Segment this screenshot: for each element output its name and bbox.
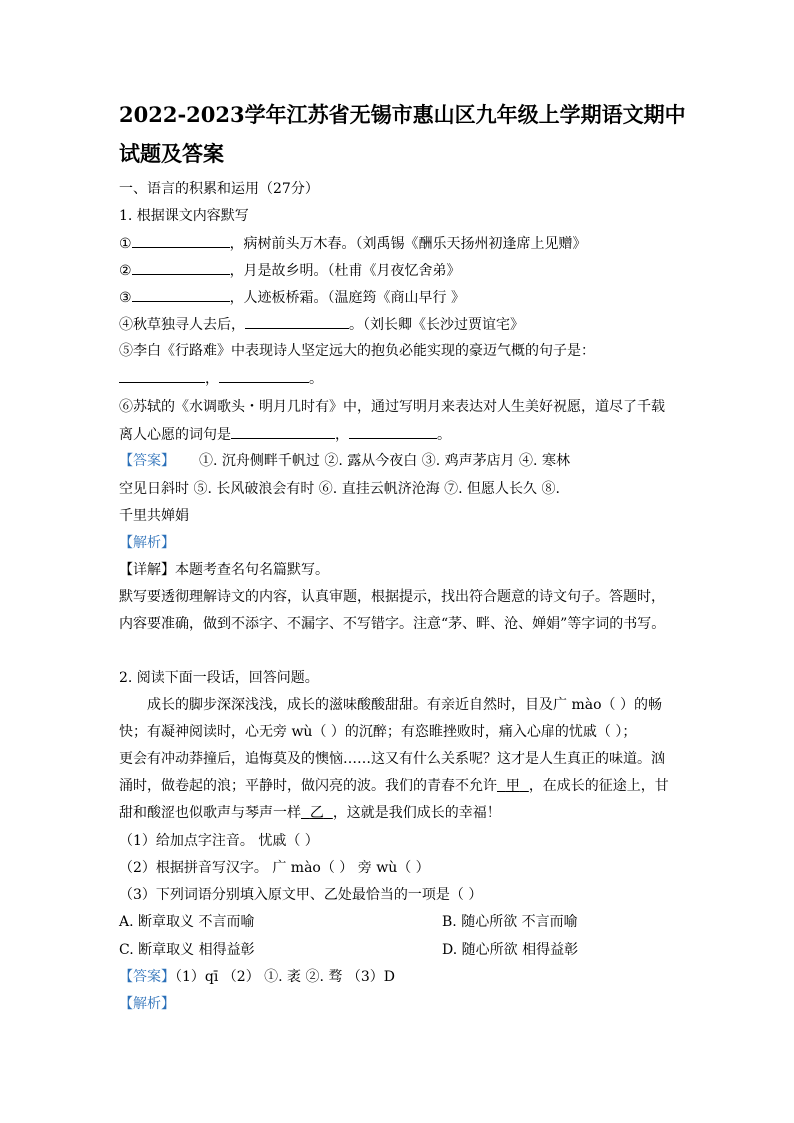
- q1-item6: ⑥苏轼的《水调歌头・明月几时有》中，通过写明月来表达对人生美好祝愿，道尽了千载: [119, 399, 665, 415]
- q1-item4-blank[interactable]: [245, 314, 349, 329]
- q2-sub2: （2）根据拼音写汉字。 广 mào（ ） 旁 wù（ ）: [119, 860, 430, 876]
- q1-item4-b: 。（刘长卿《长沙过贾谊宅》: [349, 317, 524, 333]
- q2-passage-line2: 快；有凝神阅读时，心无旁 wù（ ）的沉醉；有恣睢挫败时，痛入心扉的忧戚（ ）；: [119, 724, 637, 740]
- q1-stem: 1. 根据课文内容默写: [119, 208, 249, 224]
- q1-item3-text: ，人迹板桥霜。（温庭筠《商山早行 》: [229, 290, 466, 306]
- q1-item6-blank1[interactable]: [231, 424, 335, 439]
- q1-item6-line2: [119, 424, 451, 445]
- q1-detail-line2: 默写要透彻理解诗文的内容，认真审题，根据提示，找出符合题意的诗文句子。答题时，: [119, 589, 665, 605]
- q2-passage-line4-a: 涌时，做卷起的浪；平静时，做闪亮的波。我们的青春不允许: [119, 778, 497, 794]
- q1-item3-blank[interactable]: [132, 287, 230, 302]
- q1-item5-blank2[interactable]: [219, 368, 309, 383]
- q1-item2-mark: ②: [119, 263, 132, 279]
- q1-item5: ⑤李白《行路难》中表现诗人坚定远大的抱负必能实现的豪迈气概的句子是：: [119, 343, 595, 359]
- q1-answer-line2: 空见日斜时 ⑤. 长风破浪会有时 ⑥. 直挂云帆济沧海 ⑦. 但愿人长久 ⑧.: [119, 481, 560, 497]
- q1-analysis-label: 【解析】: [119, 535, 175, 551]
- q2-option-b[interactable]: B. 随心所欲 不言而喻: [442, 914, 578, 930]
- q2-passage-line4-b: ，在成长的征途上，甘: [528, 778, 669, 794]
- q2-option-d[interactable]: D. 随心所欲 相得益彰: [442, 942, 579, 958]
- q1-answer-line1: [119, 451, 570, 471]
- answer-label: 【答案】: [119, 453, 175, 469]
- q1-item4-a: ④秋草独寻人去后，: [119, 317, 245, 333]
- section-heading: 一、语言的积累和运用（27分）: [119, 181, 319, 197]
- q2-passage-line4: [119, 776, 669, 796]
- q2-blank-yi: [301, 805, 333, 821]
- q1-item3: [119, 287, 465, 308]
- q1-item2: [119, 260, 461, 281]
- q2-answer-label: 【答案】: [119, 969, 175, 985]
- q1-item6-blank2[interactable]: [349, 424, 437, 439]
- document-title-line2: 试题及答案: [119, 141, 224, 166]
- q1-answer-line3: 千里共婵娟: [119, 508, 189, 524]
- q2-option-c[interactable]: C. 断章取义 相得益彰: [119, 942, 255, 958]
- q2-option-a[interactable]: A. 断章取义 不言而喻: [119, 914, 255, 930]
- q1-item6-b: 离人心愿的词句是: [119, 427, 231, 443]
- q1-detail: 【详解】本题考查名句名篇默写。: [119, 562, 329, 578]
- q2-passage-line5-a: 甜和酸涩也似歌声与琴声一样: [119, 805, 301, 821]
- q1-item5-blank1[interactable]: [119, 368, 205, 383]
- q1-item4: [119, 314, 524, 335]
- q1-item2-blank[interactable]: [132, 260, 230, 275]
- q1-item1-text: ，病树前头万木春。（刘禹锡《酬乐天扬州初逢席上见赠》: [229, 236, 587, 252]
- q2-stem: 2. 阅读下面一段话，回答问题。: [119, 670, 319, 686]
- q1-item5-end: 。: [309, 371, 323, 387]
- q2-answer-text: （1）qī （2） ①. 袤 ②. 骛 （3）D: [175, 969, 395, 985]
- q2-blank-jia: [497, 778, 529, 794]
- q1-item6-end: 。: [437, 427, 451, 443]
- q2-passage-line3: 更会有冲动莽撞后，追悔莫及的懊恼……这又有什么关系呢？这才是人生真正的味道。汹: [119, 751, 665, 767]
- q1-detail-line3: 内容要准确，做到不添字、不漏字、不写错字。注意“茅、畔、沧、婵娟”等字词的书写。: [119, 616, 666, 632]
- q1-item1-mark: ①: [119, 236, 132, 252]
- q2-passage-line5: [119, 803, 501, 823]
- q2-analysis-label: 【解析】: [119, 996, 175, 1012]
- q2-sub1: （1）给加点字注音。 忧戚（ ）: [119, 833, 319, 849]
- q1-item2-text: ，月是故乡明。（杜甫《月夜忆舍弟》: [229, 263, 461, 279]
- q2-blank-jia-label: 甲: [505, 778, 520, 794]
- q2-passage-line1: 成长的脚步深深浅浅，成长的滋味酸酸甜甜。有亲近自然时，目及广 mào（ ）的畅: [147, 697, 662, 713]
- q2-sub3: （3）下列词语分别填入原文甲、乙处最恰当的一项是（ ）: [119, 887, 483, 903]
- q1-item1: [119, 233, 587, 254]
- q1-item5-blanks: [119, 368, 323, 389]
- document-title-line1: 2022-2023学年江苏省无锡市惠山区九年级上学期语文期中: [119, 102, 686, 127]
- q1-item1-blank[interactable]: [132, 233, 230, 248]
- q1-item6-sep: ，: [335, 427, 349, 443]
- q2-passage-line5-b: ，这就是我们成长的幸福！: [332, 805, 501, 821]
- q1-item5-sep: ，: [205, 371, 219, 387]
- q2-answer: [119, 967, 395, 987]
- q1-answer-text1: ①. 沉舟侧畔千帆过 ②. 露从今夜白 ③. 鸡声茅店月 ④. 寒林: [199, 453, 570, 469]
- q1-item3-mark: ③: [119, 290, 132, 306]
- q2-blank-yi-label: 乙: [309, 805, 324, 821]
